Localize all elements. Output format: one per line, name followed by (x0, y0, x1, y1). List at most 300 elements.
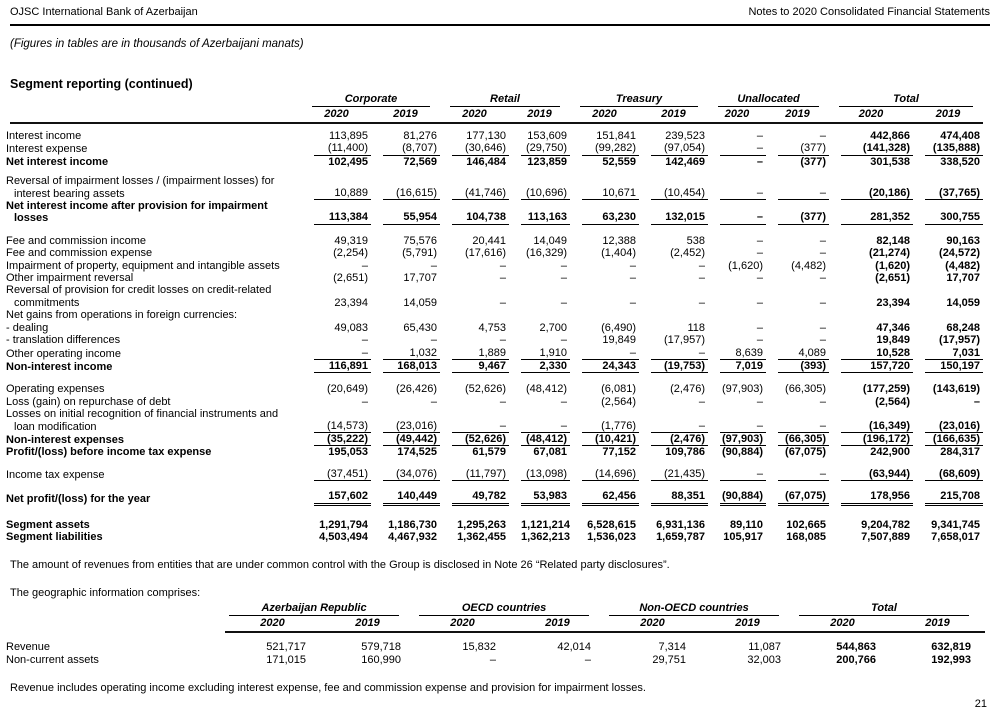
cell-value: (17,957) (939, 334, 981, 347)
cell-value: 195,053 (328, 446, 368, 459)
row-label: Net interest income (6, 155, 109, 168)
cell-value: 11,087 (748, 641, 782, 654)
cell-value: 239,523 (665, 130, 705, 142)
cell-value: – (651, 420, 708, 433)
row-label: - dealing (6, 321, 49, 334)
table-row (10, 247, 983, 259)
cell-value: (196,172) (841, 433, 913, 446)
row-label: Net gains from operations in foreign currencies: (6, 309, 238, 322)
cell-value: 168,085 (786, 530, 827, 543)
column-group-label: Corporate (312, 93, 430, 107)
column-group-header (225, 602, 415, 616)
cell-value: – (720, 468, 766, 481)
cell-value: – (521, 420, 570, 433)
cell-value: – (819, 296, 827, 309)
cell-value: 632,819 (931, 641, 972, 654)
row-label: Impairment of property, equipment and intangible assets (6, 259, 280, 272)
cell-value: – (698, 272, 705, 285)
cell-value: 65,430 (403, 321, 437, 334)
cell-value: (97,903) (720, 433, 766, 446)
cell-value: 4,753 (478, 321, 506, 334)
cell-value: – (361, 334, 368, 347)
cell-value: – (629, 272, 636, 285)
row-label: Income tax expense (6, 468, 105, 481)
cell-value: – (756, 247, 763, 260)
cell-value: (97,054) (651, 142, 708, 155)
cell-value: – (629, 296, 636, 309)
table-row (10, 130, 983, 142)
cell-value: 20,441 (472, 234, 506, 247)
column-group-label: Total (839, 93, 973, 107)
cell-value: 174,525 (397, 446, 437, 459)
year-header: 2019 (890, 616, 985, 632)
cell-value: (13,098) (521, 468, 570, 481)
cell-value: 61,579 (472, 446, 506, 459)
cell-value: (11,797) (452, 468, 509, 481)
note-revenue-definition: Revenue includes operating income excluding interest expense, fee and commission expense and provision for impairment losses. (10, 682, 646, 695)
table-row (10, 468, 983, 481)
header-spacer-cell (10, 107, 302, 123)
row-label: Fee and commission income (6, 234, 147, 247)
cell-value: (19,753) (651, 360, 708, 373)
year-header: 2019 (320, 616, 415, 632)
cell-value: (17,616) (465, 247, 506, 260)
cell-value: (41,746) (452, 187, 509, 200)
row-label: Losses on initial recognition of financial instruments and loan modification (6, 408, 279, 433)
cell-value: (20,649) (327, 383, 368, 396)
cell-value: – (698, 296, 705, 309)
page-header (10, 0, 990, 26)
column-group-header (415, 602, 605, 616)
cell-value: (90,884) (720, 490, 766, 505)
cell-value: 284,317 (940, 446, 981, 459)
year-header: 2020 (829, 107, 913, 123)
row-label: Revenue (6, 641, 51, 654)
cell-value: – (499, 334, 506, 347)
year-header: 2020 (570, 107, 639, 123)
cell-value: (17,957) (664, 334, 705, 347)
note-common-control: The amount of revenues from entities that are under common control with the Group is disclosed in Note 26 “Related party disclosures”. (10, 559, 670, 572)
cell-value: – (560, 334, 567, 347)
cell-value: 178,956 (841, 490, 913, 505)
row-label: Loss (gain) on repurchase of debt (6, 395, 171, 408)
row-label: Non-interest expenses (6, 433, 124, 446)
table-row (10, 641, 985, 653)
cell-value: (166,635) (925, 433, 983, 446)
cell-value: – (756, 334, 763, 347)
cell-value: 49,083 (334, 321, 368, 334)
table-row (10, 175, 983, 200)
year-header: 2020 (225, 616, 320, 632)
table-row (10, 334, 983, 346)
year-header: 2019 (510, 616, 605, 632)
cell-value: 24,343 (582, 360, 639, 373)
cell-value: 53,983 (521, 490, 570, 505)
cell-value: (2,651) (333, 272, 368, 285)
cell-value: (16,329) (526, 247, 567, 260)
cell-value: – (314, 347, 371, 360)
spacer-row (10, 373, 983, 383)
cell-value: 7,658,017 (931, 530, 981, 543)
cell-value: (6,490) (601, 321, 636, 334)
cell-value: 49,782 (452, 490, 509, 505)
cell-value: – (499, 272, 506, 285)
table-row (10, 408, 983, 433)
cell-value: 23,394 (334, 296, 368, 309)
table-row (10, 156, 983, 168)
year-header: 2020 (415, 616, 510, 632)
cell-value: (30,646) (452, 142, 509, 155)
cell-value: – (819, 234, 827, 247)
row-label: Non-interest income (6, 360, 113, 373)
cell-value: 521,717 (266, 641, 306, 654)
cell-value: 1,362,213 (521, 530, 570, 543)
cell-value: 47,346 (876, 321, 911, 334)
cell-value: 116,891 (314, 360, 371, 373)
org-name: OJSC International Bank of Azerbaijan (10, 6, 198, 18)
year-header: 2020 (302, 107, 371, 123)
cell-value: (141,328) (841, 142, 913, 155)
cell-value: 6,931,136 (656, 518, 705, 531)
cell-value: – (778, 468, 829, 481)
year-header: 2020 (605, 616, 700, 632)
figures-note: (Figures in tables are in thousands of Azerbaijani manats) (10, 38, 304, 50)
cell-value: 442,866 (870, 130, 911, 142)
spacer-row (10, 225, 983, 235)
column-group-header (570, 93, 708, 107)
cell-value: 2,700 (539, 321, 567, 334)
cell-value: (135,888) (925, 142, 983, 155)
cell-value: – (698, 259, 705, 272)
cell-value: (2,476) (651, 433, 708, 446)
column-group-header (829, 93, 983, 107)
cell-value: 77,152 (602, 446, 636, 459)
cell-value: (23,016) (925, 420, 983, 433)
cell-value: (11,400) (314, 142, 371, 155)
cell-value: 89,110 (729, 518, 763, 531)
cell-value: (35,222) (314, 433, 371, 446)
cell-value: – (361, 259, 368, 272)
table-row (10, 235, 983, 247)
column-group-label: Total (799, 602, 969, 616)
row-label: Segment liabilities (6, 530, 103, 543)
cell-value: – (720, 187, 766, 200)
cell-value: (63,944) (841, 468, 913, 481)
cell-value: 177,130 (466, 130, 506, 142)
cell-value: 29,751 (652, 653, 687, 666)
cell-value: 579,718 (361, 641, 402, 654)
row-label: Interest expense (6, 143, 88, 156)
cell-value: (68,609) (925, 468, 983, 481)
segment-table-body (6, 123, 983, 543)
row-label: Reversal of impairment losses / (impairment losses) for interest bearing assets (6, 175, 275, 200)
header-spacer-cell (10, 93, 302, 107)
cell-value: 1,032 (383, 347, 440, 360)
note-geo-intro: The geographic information comprises: (10, 587, 201, 600)
cell-value: – (499, 395, 506, 408)
spacer-row (10, 632, 985, 641)
column-group-label: Treasury (580, 93, 698, 107)
cell-value: (4,482) (945, 259, 981, 272)
cell-value: 6,528,615 (587, 518, 636, 531)
doc-title: Notes to 2020 Consolidated Financial Statements (748, 6, 990, 18)
cell-value: 1,121,214 (521, 518, 570, 531)
cell-value: – (778, 420, 829, 433)
cell-value: (52,626) (452, 433, 509, 446)
cell-value: (2,476) (670, 383, 705, 396)
header-spacer-cell (10, 616, 225, 632)
cell-value: – (499, 296, 506, 309)
cell-value: 90,163 (946, 234, 981, 247)
cell-value: 14,059 (946, 296, 981, 309)
table-row (10, 284, 983, 309)
cell-value: 113,163 (521, 211, 570, 224)
cell-value: – (720, 142, 766, 155)
cell-value: – (361, 395, 368, 408)
cell-value: 10,528 (841, 347, 913, 360)
cell-value: (99,282) (582, 142, 639, 155)
cell-value: (48,412) (521, 433, 570, 446)
cell-value: – (819, 395, 827, 408)
row-label: Net profit/(loss) for the year (6, 493, 151, 506)
cell-value: 102,665 (786, 518, 827, 531)
table-row (10, 260, 983, 272)
cell-value: 1,910 (521, 347, 570, 360)
cell-value: (21,435) (651, 468, 708, 481)
cell-value: 150,197 (925, 360, 983, 373)
cell-value: – (651, 347, 708, 360)
geo-table-body (6, 632, 985, 666)
cell-value: – (819, 321, 827, 334)
cell-value: 17,707 (946, 272, 981, 285)
cell-value: 4,467,932 (388, 530, 437, 543)
cell-value: 109,786 (665, 446, 705, 459)
row-label: Net interest income after provision for impairment losses (6, 200, 268, 225)
cell-value: 123,859 (527, 155, 567, 168)
segment-reporting-table (6, 93, 983, 543)
cell-value: – (560, 296, 567, 309)
cell-value: – (489, 653, 497, 666)
cell-value: – (973, 395, 981, 408)
cell-value: (5,791) (402, 247, 437, 260)
cell-value: 42,014 (557, 641, 592, 654)
cell-value: 200,766 (836, 653, 877, 666)
cell-value: 81,276 (403, 130, 437, 142)
cell-value: 1,295,263 (457, 518, 506, 531)
cell-value: 113,384 (314, 211, 371, 224)
column-group-header (605, 602, 795, 616)
cell-value: (48,412) (526, 383, 567, 396)
cell-value: (49,442) (383, 433, 440, 446)
cell-value: 538 (686, 234, 705, 247)
cell-value: 75,576 (403, 234, 437, 247)
cell-value: 63,230 (582, 211, 639, 224)
table-row (10, 200, 983, 225)
cell-value: 7,314 (658, 641, 687, 654)
cell-value: (52,626) (465, 383, 506, 396)
spacer-row (10, 506, 983, 519)
cell-value: – (584, 653, 592, 666)
cell-value: 105,917 (723, 530, 763, 543)
table-row (10, 142, 983, 155)
row-label: Interest income (6, 130, 82, 142)
cell-value: 82,148 (876, 234, 911, 247)
cell-value: (2,254) (333, 247, 368, 260)
year-header: 2020 (440, 107, 509, 123)
cell-value: (90,884) (722, 446, 763, 459)
cell-value: 62,456 (582, 490, 639, 505)
cell-value: 88,351 (651, 490, 708, 505)
cell-value: – (819, 247, 827, 260)
column-group-header (708, 93, 829, 107)
cell-value: 142,469 (665, 155, 705, 168)
cell-value: 192,993 (931, 653, 972, 666)
cell-value: 7,031 (925, 347, 983, 360)
column-group-label: OECD countries (419, 602, 589, 616)
cell-value: (2,651) (875, 272, 911, 285)
row-label: Other impairment reversal (6, 272, 134, 285)
cell-value: 474,408 (940, 130, 981, 142)
row-label: Other operating income (6, 347, 121, 360)
row-label: Non-current assets (6, 653, 99, 666)
cell-value: 215,708 (925, 490, 983, 505)
column-group-header (302, 93, 440, 107)
cell-value: (177,259) (862, 383, 911, 396)
cell-value: 153,609 (527, 130, 567, 142)
cell-value: (1,404) (601, 247, 636, 260)
table-row (10, 433, 983, 446)
cell-value: (393) (778, 360, 829, 373)
spacer-row (10, 123, 983, 130)
cell-value: (6,081) (601, 383, 636, 396)
cell-value: (14,573) (314, 420, 371, 433)
cell-value: – (560, 272, 567, 285)
cell-value: (1,620) (728, 259, 763, 272)
cell-value: – (629, 259, 636, 272)
year-header: 2020 (708, 107, 766, 123)
cell-value: – (756, 130, 763, 142)
cell-value: – (698, 395, 705, 408)
cell-value: – (720, 211, 766, 224)
cell-value: 1,186,730 (388, 518, 437, 531)
cell-value: 67,081 (533, 446, 567, 459)
cell-value: – (430, 259, 437, 272)
cell-value: (2,564) (601, 395, 636, 408)
cell-value: (37,765) (925, 187, 983, 200)
cell-value: – (582, 347, 639, 360)
cell-value: (67,075) (785, 446, 827, 459)
cell-value: 10,671 (582, 187, 639, 200)
cell-value: 157,602 (314, 490, 371, 505)
cell-value: 544,863 (836, 641, 877, 654)
cell-value: 146,484 (466, 155, 506, 168)
cell-value: (37,451) (314, 468, 371, 481)
cell-value: 281,352 (841, 211, 913, 224)
cell-value: 1,291,794 (319, 518, 368, 531)
cell-value: 300,755 (925, 211, 983, 224)
table-row (10, 531, 983, 543)
cell-value: 2,330 (521, 360, 570, 373)
page-number: 21 (974, 698, 987, 710)
cell-value: 32,003 (747, 653, 782, 666)
column-group-header (440, 93, 570, 107)
geographic-table (6, 602, 985, 666)
cell-value: 17,707 (403, 272, 437, 285)
cell-value: 132,015 (651, 211, 708, 224)
cell-value: (14,696) (582, 468, 639, 481)
cell-value: 338,520 (940, 155, 981, 168)
cell-value: 140,449 (383, 490, 440, 505)
cell-value: 4,503,494 (319, 530, 368, 543)
cell-value: (377) (800, 155, 827, 168)
year-header: 2019 (913, 107, 983, 123)
cell-value: 23,394 (876, 296, 911, 309)
cell-value: – (720, 420, 766, 433)
cell-value: (67,075) (778, 490, 829, 505)
geo-table-header (10, 602, 985, 632)
table-row (10, 446, 983, 458)
year-header: 2019 (766, 107, 829, 123)
cell-value: 113,895 (329, 130, 368, 142)
cell-value: (66,305) (785, 383, 827, 396)
cell-value: (10,454) (651, 187, 708, 200)
row-label: Profit/(loss) before income tax expense (6, 446, 212, 459)
cell-value: – (560, 395, 567, 408)
cell-value: 1,889 (452, 347, 509, 360)
cell-value: 19,849 (876, 334, 911, 347)
cell-value: – (756, 234, 763, 247)
spacer-row (10, 459, 983, 468)
cell-value: (66,305) (778, 433, 829, 446)
cell-value: 9,467 (452, 360, 509, 373)
year-header: 2019 (700, 616, 795, 632)
spacer-row (10, 168, 983, 175)
cell-value: – (756, 272, 763, 285)
cell-value: 160,990 (361, 653, 402, 666)
cell-value: (26,426) (396, 383, 437, 396)
year-header: 2019 (371, 107, 440, 123)
cell-value: 151,841 (596, 130, 636, 142)
cell-value: (143,619) (932, 383, 981, 396)
cell-value: (1,620) (875, 259, 911, 272)
cell-value: 19,849 (602, 334, 636, 347)
year-header: 2019 (639, 107, 708, 123)
spacer-row (10, 481, 983, 490)
cell-value: 301,538 (870, 155, 911, 168)
cell-value: (1,776) (582, 420, 639, 433)
cell-value: (2,452) (670, 247, 705, 260)
cell-value: 49,319 (334, 234, 368, 247)
segment-table-header (10, 93, 983, 123)
row-label: Reversal of provision for credit losses on credit-related commitments (6, 284, 272, 309)
column-group-label: Azerbaijan Republic (229, 602, 399, 616)
cell-value: 118 (687, 321, 705, 334)
table-row (10, 347, 983, 360)
cell-value: (10,421) (582, 433, 639, 446)
cell-value: – (819, 334, 827, 347)
cell-value: (4,482) (791, 259, 827, 272)
table-row (10, 322, 983, 334)
cell-value: 14,059 (403, 296, 437, 309)
cell-value: (23,016) (383, 420, 440, 433)
column-group-label: Unallocated (718, 93, 819, 107)
cell-value: 15,832 (462, 641, 497, 654)
cell-value: 102,495 (328, 155, 368, 168)
cell-value: (8,707) (383, 142, 440, 155)
cell-value: 9,204,782 (861, 518, 911, 531)
cell-value: (29,750) (521, 142, 570, 155)
cell-value: – (819, 130, 827, 142)
